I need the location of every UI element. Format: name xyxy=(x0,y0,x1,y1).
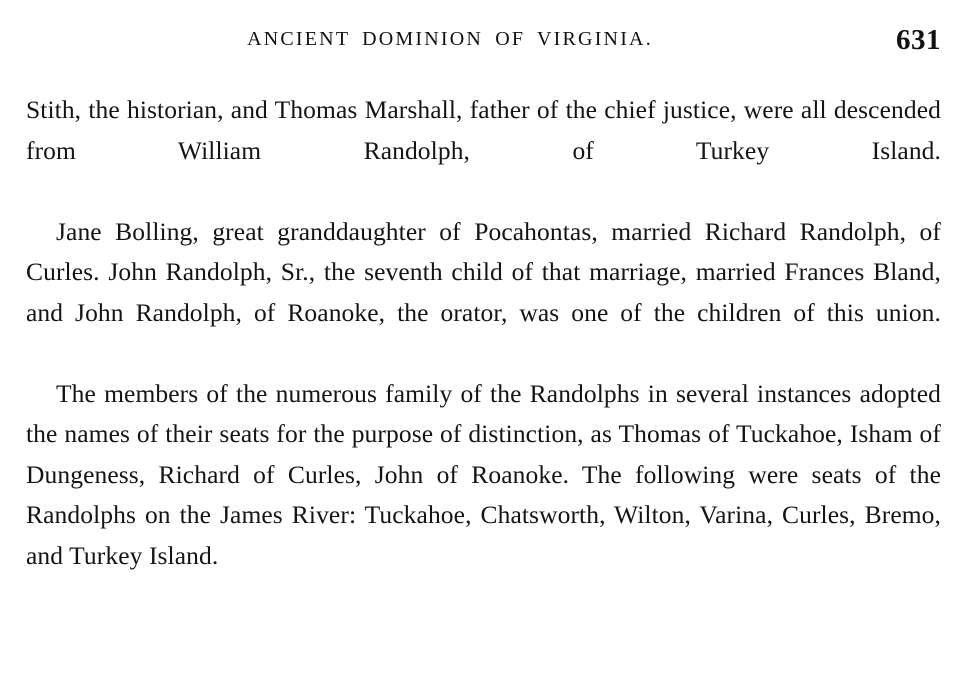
page-body xyxy=(26,90,941,576)
page-number: 631 xyxy=(896,24,941,56)
paragraph: Stith, the historian, and Thomas Marshall, father of the chief justice, were all descended from William Randolph, of Turkey Island. xyxy=(26,95,941,165)
paragraph: The members of the numerous family of the Randolphs in several instances adopted the names of their seats for the purpose of distinction, as Thomas of Tuckahoe, Isham of Dungeness, Richard of Curles, John of Roanoke. The following were seats of the Randolphs on the James River: Tuckahoe, Chatsworth, Wilton, Varina, Curles, Bremo, and Turkey Island. xyxy=(26,378,941,570)
paragraph: Jane Bolling, great granddaughter of Pocahontas, married Richard Randolph, of Curles. John Randolph, Sr., the seventh child of that marriage, married Frances Bland, and John Randolph, of Roanoke, the orator, was one of the children of this union. xyxy=(26,216,941,327)
page-header xyxy=(0,24,969,62)
running-head-title: ANCIENT DOMINION OF VIRGINIA. xyxy=(247,28,653,50)
